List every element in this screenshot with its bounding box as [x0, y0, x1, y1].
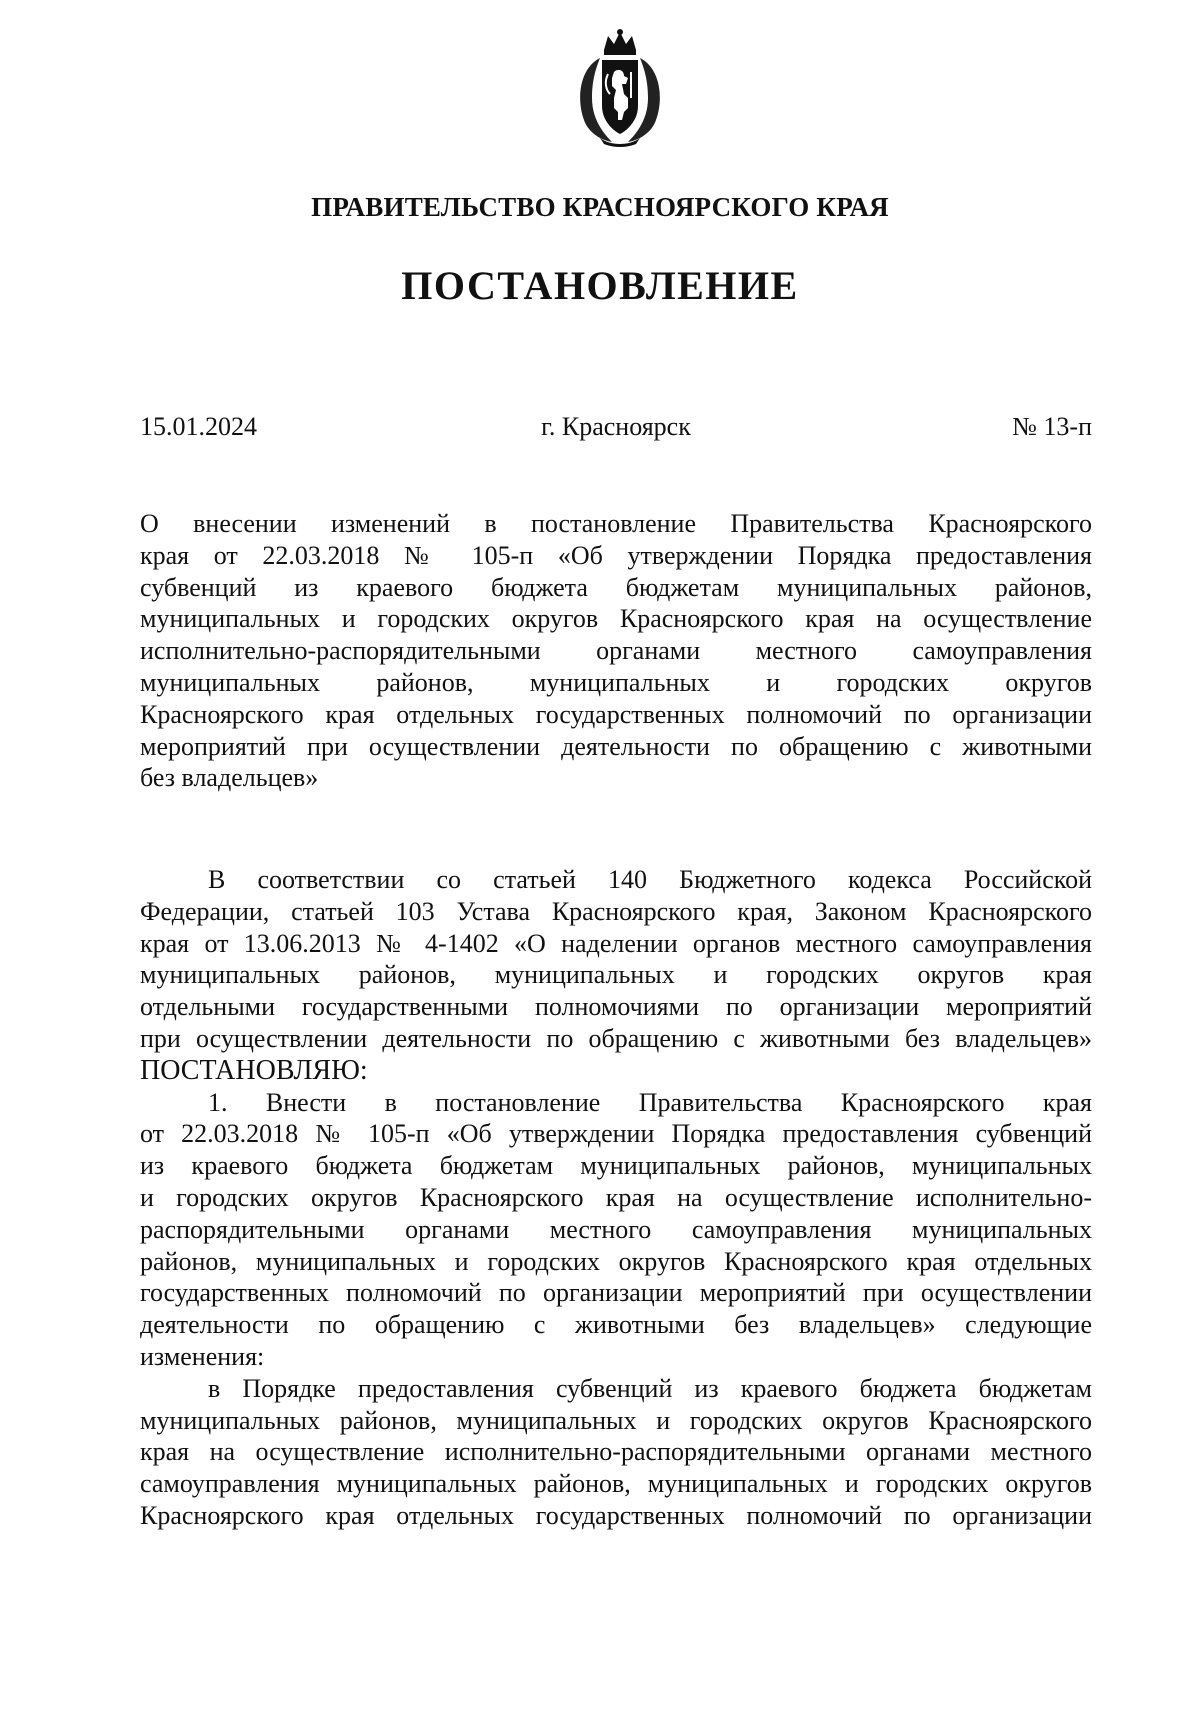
title-line: мероприятий при осуществлении деятельности по обращению с животными	[140, 731, 1092, 761]
resolve-keyword: ПОСТАНОВЛЯЮ:	[140, 1054, 368, 1086]
title-line: субвенций из краевого бюджета бюджетам муниципальных районов,	[140, 572, 1092, 602]
title-line: исполнительно-распорядительными органами местного самоуправления	[140, 636, 1092, 666]
body-line: В соответствии со статьей 140 Бюджетного кодекса Российской	[208, 865, 1092, 894]
body-line: муниципальных районов, муниципальных и городских округов Красноярского	[140, 1405, 1092, 1435]
body-line: края на осуществление исполнительно-распорядительными органами местного	[140, 1437, 1092, 1467]
body-line: и городских округов Красноярского края на осуществление исполнительно-	[140, 1182, 1092, 1212]
title-line: Красноярского края отдельных государственных полномочий по организации	[140, 699, 1092, 729]
resolution-body	[140, 864, 1092, 1532]
body-line: края от 13.06.2013 № 4-1402 «О наделении органов местного самоуправления	[140, 928, 1092, 958]
coat-of-arms-icon	[570, 28, 670, 148]
document-meta-row	[140, 412, 1092, 448]
body-line: муниципальных районов, муниципальных и городских округов края	[140, 960, 1092, 990]
document-type-title: ПОСТАНОВЛЕНИЕ	[401, 263, 799, 308]
body-line: от 22.03.2018 № 105-п «Об утверждении Порядка предоставления субвенций	[140, 1119, 1092, 1149]
resolution-title	[140, 508, 1092, 794]
title-line: без владельцев»	[140, 763, 319, 793]
body-line: в Порядке предоставления субвенций из краевого бюджета бюджетам	[208, 1373, 1092, 1403]
document-date: 15.01.2024	[140, 412, 257, 441]
body-line: деятельности по обращению с животными без владельцев» следующие	[140, 1310, 1092, 1340]
body-line: самоуправления муниципальных районов, муниципальных и городских округов	[140, 1469, 1092, 1499]
body-line: районов, муниципальных и городских округов Красноярского края отдельных	[140, 1246, 1092, 1276]
body-line: при осуществлении деятельности по обращению с животными без владельцев»	[140, 1023, 1092, 1053]
body-line: Федерации, статьей 103 Устава Красноярского края, Законом Красноярского	[140, 896, 1092, 926]
document-number: № 13-п	[1012, 412, 1092, 441]
body-line: 1. Внести в постановление Правительства Красноярского края	[208, 1087, 1092, 1117]
body-line: Красноярского края отдельных государственных полномочий по организации	[140, 1500, 1092, 1530]
title-line: муниципальных и городских округов Красноярского края на осуществление	[140, 604, 1092, 634]
body-line: из краевого бюджета бюджетам муниципальных районов, муниципальных	[140, 1151, 1092, 1181]
body-line: изменения:	[140, 1341, 265, 1371]
document-city: г. Красноярск	[541, 412, 691, 441]
title-line: края от 22.03.2018 № 105-п «Об утверждении Порядка предоставления	[140, 540, 1092, 570]
body-line: распорядительными органами местного самоуправления муниципальных	[140, 1214, 1092, 1244]
title-line: муниципальных районов, муниципальных и городских округов	[140, 667, 1092, 697]
body-line: государственных полномочий по организации мероприятий при осуществлении	[140, 1278, 1092, 1308]
organization-name: ПРАВИТЕЛЬСТВО КРАСНОЯРСКОГО КРАЯ	[311, 192, 889, 222]
body-line: отдельными государственными полномочиями по организации мероприятий	[140, 992, 1092, 1022]
title-line: О внесении изменений в постановление Правительства Красноярского	[140, 509, 1092, 538]
